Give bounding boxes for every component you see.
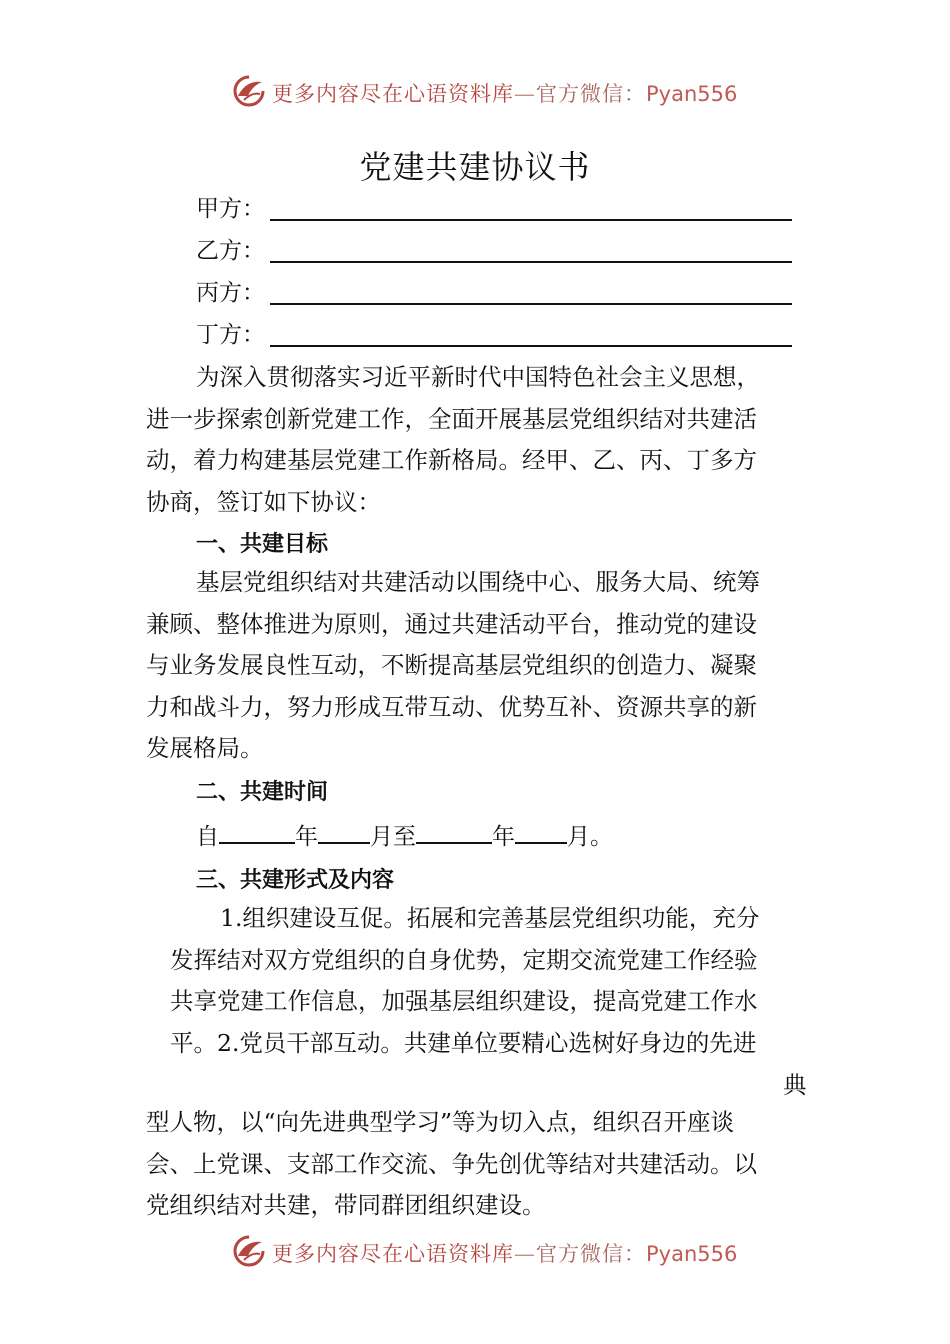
section-3-line: 平。2.党员干部互动。共建单位要精心选树好身边的先进 <box>170 1028 757 1057</box>
party-c-blank <box>270 303 792 305</box>
end-month-blank <box>515 818 567 844</box>
watermark-label: 官方微信： <box>536 1242 646 1266</box>
party-c-label: 丙方： <box>196 280 265 306</box>
section-3-line: 1.组织建设互促。拓展和完善基层党组织功能，充分 <box>220 904 760 932</box>
intro-line: 进一步探索创新党建工作，全面开展基层党组织结对共建活 <box>146 404 757 433</box>
section-1-line: 基层党组织结对共建活动以围绕中心、服务大局、统筹 <box>196 568 760 596</box>
start-month-blank <box>318 818 370 844</box>
watermark-text: 更多内容尽在心语资料库 <box>272 82 514 106</box>
watermark-dash: — <box>514 1242 536 1266</box>
section-3-tail-line: 会、上党课、支部工作交流、争先创优等结对共建活动。以 <box>146 1149 757 1178</box>
section-1-paragraph <box>146 562 808 770</box>
section-3-line: 发挥结对双方党组织的自身优势，定期交流党建工作经验 <box>170 945 758 974</box>
intro-line: 为深入贯彻落实习近平新时代中国特色社会主义思想， <box>196 363 760 391</box>
document-title: 党建共建协议书 <box>359 148 591 186</box>
start-year-blank <box>219 818 295 844</box>
party-d-label: 丁方： <box>196 322 265 348</box>
watermark-logo-icon <box>232 74 266 108</box>
date-from-label: 自 <box>196 824 219 850</box>
section-1-line: 与业务发展良性互动，不断提高基层党组织的创造力、凝聚 <box>146 651 757 679</box>
section-1-line: 兼顾、整体推进为原则，通过共建活动平台，推动党的建设 <box>146 609 757 638</box>
dangling-character: 典 <box>783 1071 807 1099</box>
section-1-heading: 一、共建目标 <box>196 532 329 557</box>
year-label: 年 <box>295 824 318 850</box>
section-1-line: 发展格局。 <box>146 734 264 762</box>
party-b-label: 乙方： <box>196 238 265 264</box>
year-label: 年 <box>492 824 515 850</box>
watermark-footer <box>0 1232 950 1272</box>
watermark-text: 更多内容尽在心语资料库 <box>272 1242 514 1266</box>
month-to-label: 月至 <box>370 824 416 850</box>
watermark-label: 官方微信： <box>536 82 646 106</box>
watermark-id: Pyan556 <box>646 1242 738 1266</box>
section-3-tail-line: 型人物，以“向先进典型学习”等为切入点，组织召开座谈 <box>146 1108 735 1136</box>
section-3-tail-line: 党组织结对共建，带同群团组织建设。 <box>146 1191 546 1219</box>
month-end-label: 月。 <box>567 824 613 850</box>
watermark-header <box>0 72 950 112</box>
date-range-line <box>196 818 613 851</box>
section-1-line: 力和战斗力，努力形成互带互动、优势互补、资源共享的新 <box>146 692 757 721</box>
watermark-dash: — <box>514 82 536 106</box>
section-3-continuation <box>146 1102 808 1227</box>
section-3-list <box>170 898 808 1064</box>
section-2-heading: 二、共建时间 <box>196 780 329 805</box>
party-b-blank <box>270 261 792 263</box>
intro-line: 动，着力构建基层党建工作新格局。经甲、乙、丙、丁多方 <box>146 446 757 474</box>
party-a-blank <box>270 219 792 221</box>
watermark-logo-icon <box>232 1234 266 1268</box>
party-d-blank <box>270 345 792 347</box>
intro-paragraph <box>146 357 808 523</box>
intro-line: 协商，签订如下协议： <box>146 487 381 516</box>
end-year-blank <box>416 818 492 844</box>
party-a-label: 甲方： <box>196 196 265 222</box>
section-3-line: 共享党建工作信息，加强基层组织建设，提高党建工作水 <box>170 987 758 1015</box>
section-3-heading: 三、共建形式及内容 <box>196 868 395 893</box>
watermark-id: Pyan556 <box>646 82 738 106</box>
